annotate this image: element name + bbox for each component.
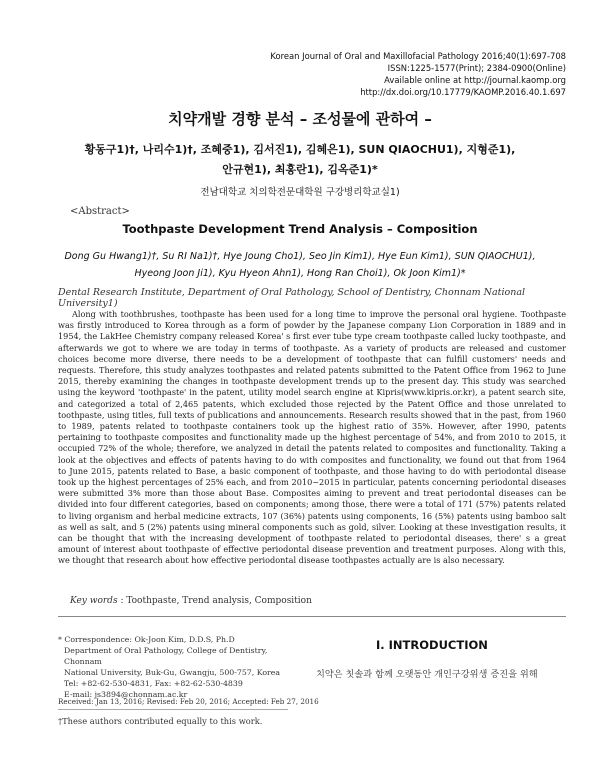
journal-citation: Korean Journal of Oral and Maxillofacial Pathology 2016;40(1):697-708 xyxy=(270,51,566,61)
keywords-text: : Toothpaste, Trend analysis, Composition xyxy=(120,596,312,606)
authors-english-line-2: Hyeong Joon Ji1), Kyu Hyeon Ahn1), Hong Ran Choi1), Ok Joon Kim1)* xyxy=(134,268,466,279)
abstract-label: <Abstract> xyxy=(70,206,130,217)
correspondence-author: * Correspondence: Ok-Joon Kim, D.D.S, Ph.D xyxy=(58,635,235,644)
paper-title-english: Toothpaste Development Trend Analysis – Composition xyxy=(122,222,478,236)
doi-link[interactable]: http://dx.doi.org/10.17779/KAOMP.2016.40.1.697 xyxy=(360,87,566,97)
equal-contribution-footnote: †These authors contributed equally to this work. xyxy=(58,716,263,726)
correspondence-dept: Department of Oral Pathology, College of Dentistry, Chonnam xyxy=(64,646,268,666)
correspondence-address: National University, Buk-Gu, Gwangju, 500-757, Korea xyxy=(64,668,281,677)
correspondence-block xyxy=(58,634,298,700)
abstract-body: Along with toothbrushes, toothpaste has been used for a long time to improve the personal oral hygiene. Toothpaste was firstly introduced to Korea through as a form of powder by the Japanese company Lion Corporation in 1889 and in 1954, the LakHee Chemistry company released Korea' s first ever tube type cream toothpaste called lucky toothpaste, and afterwards we got to where we are today in terms of toothpaste. As a variety of products are released and customer choices become more diverse, there needs to be a development of toothpaste that can fulfill customers' needs and requests. Therefore, this study analyzes toothpastes and related patents submitted to the Patent Office from 1962 to June 2015, thereby examining the changes in toothpaste development trends up to the present day. This study was searched using the keyword 'toothpaste' in the patent, utility model search engine at Kipris(www.kipris.or.kr), a patent search site, and categorized a total of 2,465 patents, which excluded those rejected by the Patent Office and those unrelated to toothpaste, using titles, full texts of publications and announcements. Research results showed that in the past, from 1960 to 1989, patents related to toothpaste containers took up the highest ratio of 35%. However, after 1990, patents pertaining to toothpaste composites and functionality made up the highest percentage of 54%, and from 2010 to 2015, it occupied 72% of the whole; therefore, we analyzed in detail the patents related to composites and functionality. Taking a look at the objectives and effects of patents having to do with composites and functionality, we found out that from 1964 to June 2015, patents related to Base, a basic component of toothpaste, and those having to do with periodontal disease took up the highest percentages of 25% each, and from 2010~2015 in particular, patents concerning periodontal diseases were submitted 3% more than those about Base. Composites aiming to prevent and treat periodontal diseases can be divided into four different categories, based on components; among those, there were a total of 171 (57%) patents related to living organism and herbal medicine extracts, 107 (36%) patents using components, 16 (5%) patents using bamboo salt as well as salt, and 5 (2%) patents using mineral components such as gold, silver. Looking at these investigation results, it can be thought that with the increasing development of toothpaste related to periodontal diseases, there' s a great amount of interest about toothpaste of effective periodontal disease prevention and treatment purposes. Along with this, we thought that research about how effective periodontal disease toothpastes actually are is also necessary. xyxy=(58,309,566,566)
journal-url: Available online at http://journal.kaomp.org xyxy=(384,75,566,85)
affiliation-korean: 전남대학교 치의학전문대학원 구강병리학교실1) xyxy=(200,187,400,198)
correspondence-email[interactable]: E-mail: js3894@chonnam.ac.kr xyxy=(64,690,188,699)
introduction-text: 치약은 칫솔과 함께 오랫동안 개인구강위생 증진을 위해 xyxy=(316,669,538,680)
keywords xyxy=(70,596,312,606)
authors-korean-line-2: 안규현1), 최홍란1), 김옥준1)* xyxy=(222,163,378,176)
paper-title-korean: 치약개발 경향 분석 – 조성물에 관하여 – xyxy=(168,110,432,128)
authors-korean xyxy=(40,140,560,180)
authors-korean-line-1: 황동구1)†, 나리수1)†, 조혜중1), 김서진1), 김혜은1), SUN QIAOCHU1), 지형준1), xyxy=(84,143,516,156)
correspondence-phone: Tel: +82-62-530-4831, Fax: +82-62-530-4839 xyxy=(64,679,243,688)
submission-dates: Received: Jan 13, 2016; Revised: Feb 20, 2016; Accepted: Feb 27, 2016 xyxy=(58,697,319,706)
authors-english-line-1: Dong Gu Hwang1)†, Su RI Na1)†, Hye Joung Cho1), Seo Jin Kim1), Hye Eun Kim1), SUN QIAOCHU1), xyxy=(64,251,536,262)
journal-issn: ISSN:1225-1577(Print); 2384-0900(Online) xyxy=(387,63,566,73)
journal-header xyxy=(270,50,566,98)
section-divider xyxy=(58,616,566,617)
footnote-divider xyxy=(58,709,288,710)
introduction-heading: Ⅰ. INTRODUCTION xyxy=(376,638,488,652)
affiliation-english: Dental Research Institute, Department of Oral Pathology, School of Dentistry, Chonnam National University1) xyxy=(58,287,526,309)
authors-english xyxy=(40,248,560,282)
keywords-label: Key words xyxy=(70,596,118,606)
